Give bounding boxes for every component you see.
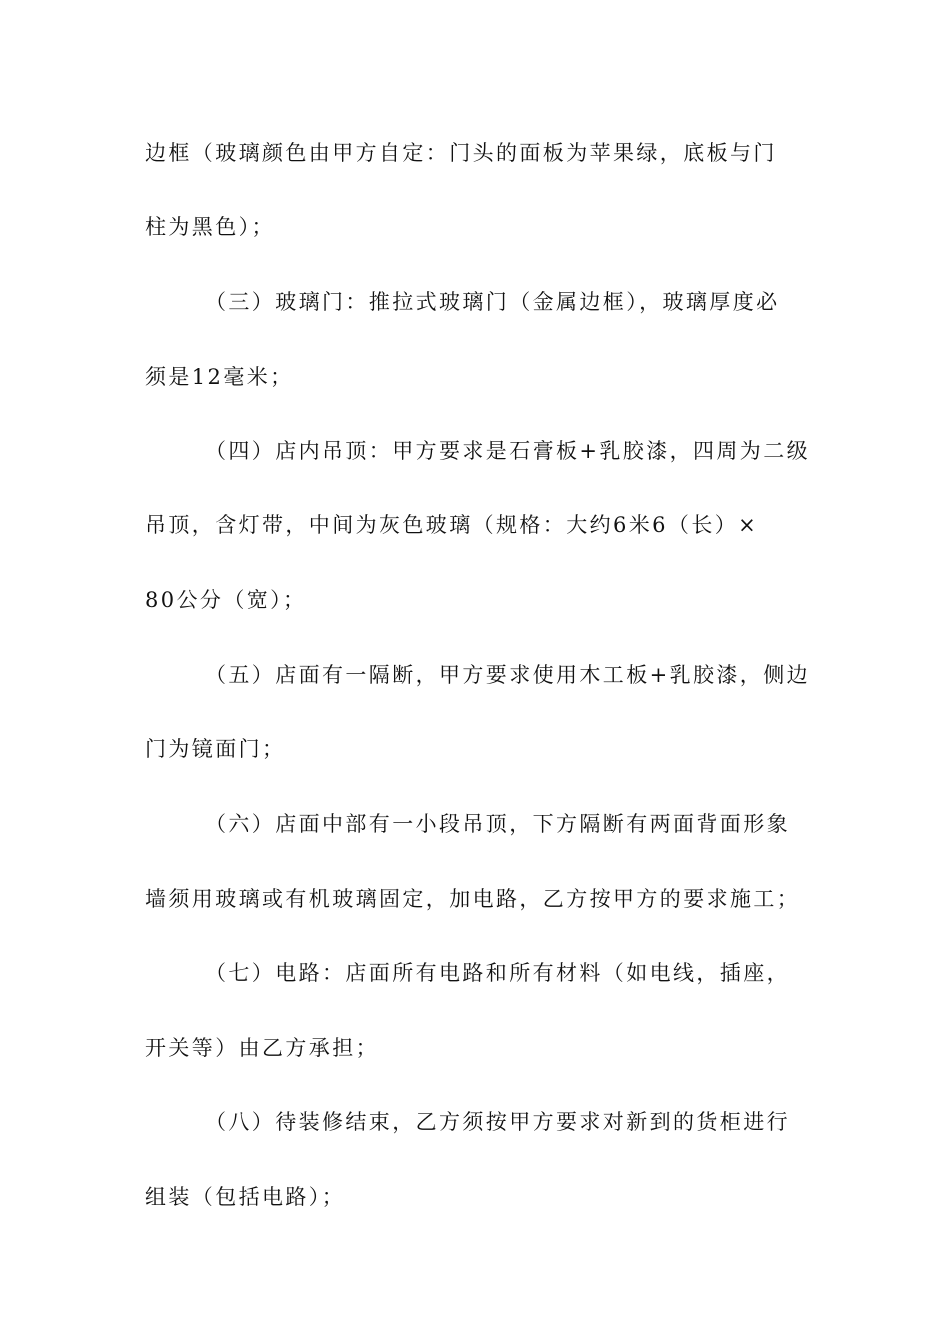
text-line: 门为镜面门； [145, 737, 286, 761]
text-line: 80公分（宽）； [145, 588, 307, 612]
text-line: 开关等）由乙方承担； [145, 1036, 379, 1060]
text-line: 组装（包括电路）； [145, 1185, 346, 1209]
text-line: 吊顶，含灯带，中间为灰色玻璃（规格：大约6米6（长）× [145, 513, 759, 537]
text-line: 柱为黑色）； [145, 215, 275, 239]
text-line: 须是12毫米； [145, 365, 294, 389]
paragraph-8-assembly: （八）待装修结束，乙方须按甲方要求对新到的货柜进行 [205, 1110, 790, 1134]
paragraph-3-glass-door: （三）玻璃门：推拉式玻璃门（金属边框），玻璃厚度必 [205, 290, 780, 314]
paragraph-6-feature-wall: （六）店面中部有一小段吊顶，下方隔断有两面背面形象 [205, 812, 790, 836]
paragraph-7-electrical: （七）电路：店面所有电路和所有材料（如电线，插座， [205, 961, 790, 985]
text-line: 边框（玻璃颜色由甲方自定：门头的面板为苹果绿，底板与门 [145, 141, 777, 165]
text-line: 墙须用玻璃或有机玻璃固定，加电路，乙方按甲方的要求施工； [145, 887, 801, 911]
paragraph-5-partition: （五）店面有一隔断，甲方要求使用木工板+乳胶漆，侧边 [205, 663, 810, 687]
paragraph-4-ceiling: （四）店内吊顶：甲方要求是石膏板+乳胶漆，四周为二级 [205, 439, 810, 463]
